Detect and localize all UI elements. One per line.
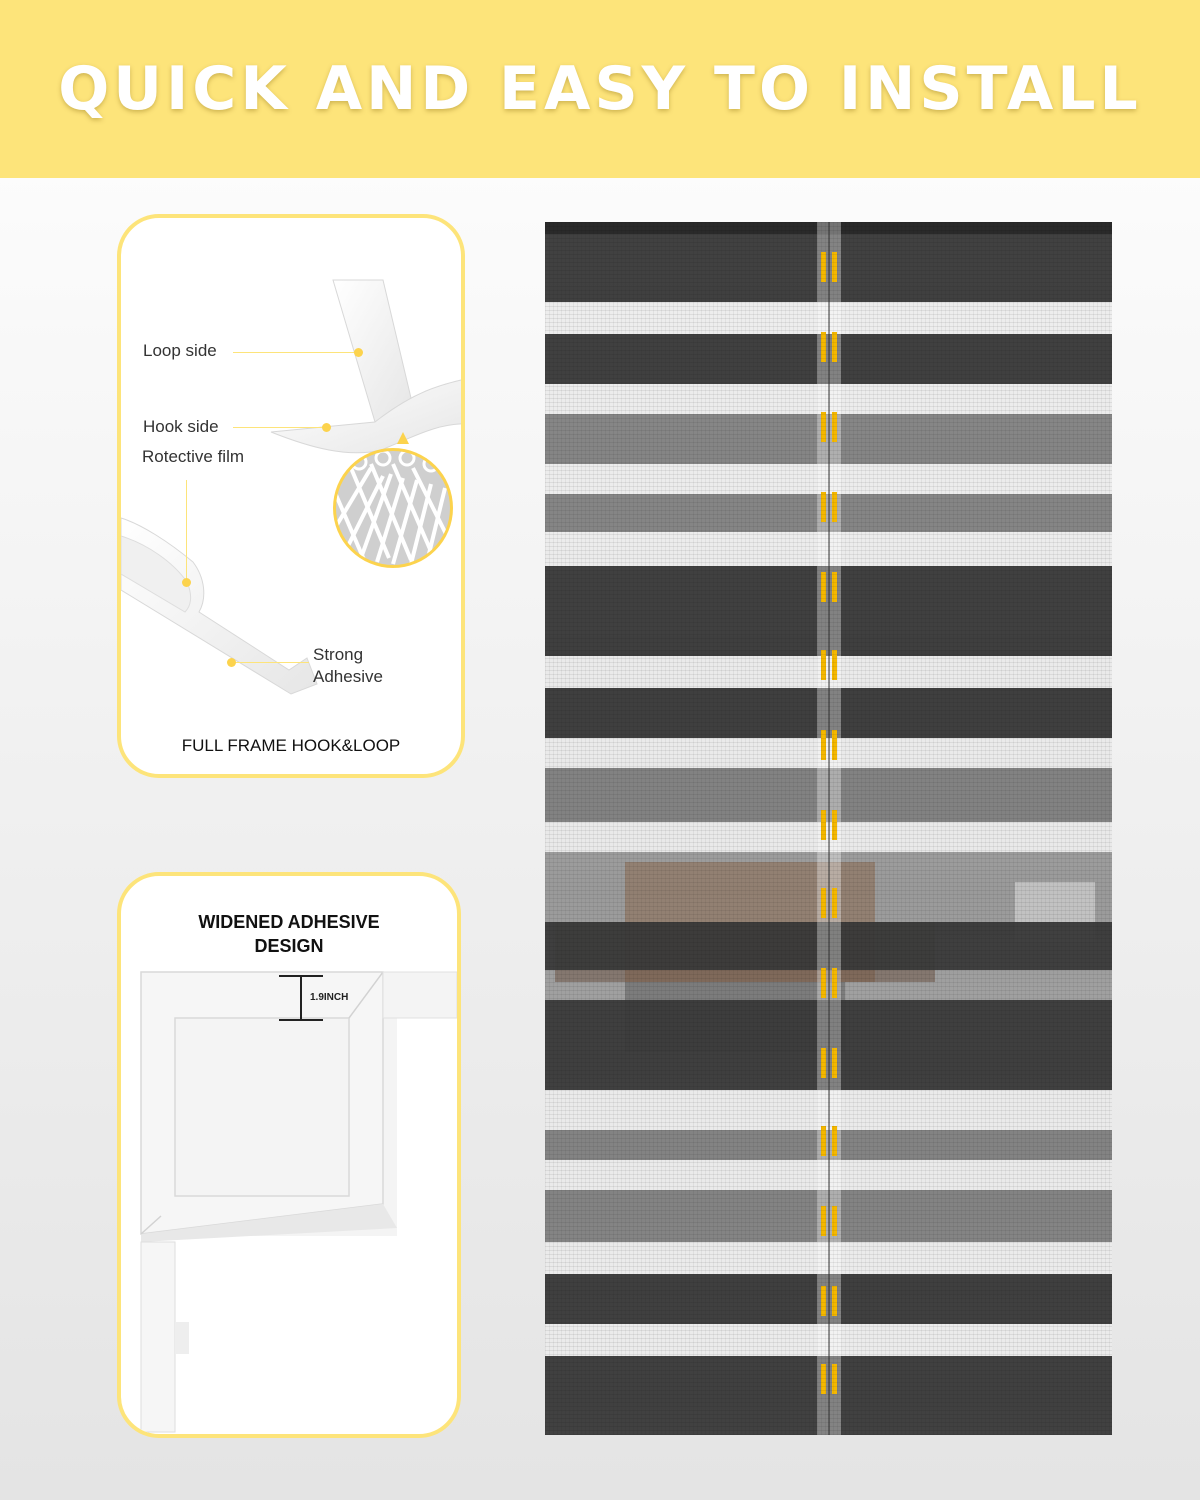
protective-film-leader	[186, 480, 187, 584]
adhesive-dot	[227, 658, 236, 667]
hook-side-dot	[322, 423, 331, 432]
strong-label: Strong	[313, 645, 364, 664]
header-banner	[0, 0, 1200, 178]
loop-side-leader	[233, 352, 357, 353]
loop-tape	[333, 280, 411, 422]
adhesive-tape	[121, 518, 317, 694]
magnetic-screen-door	[545, 222, 1112, 1435]
banner-title: QUICK AND EASY TO INSTALL	[58, 54, 1142, 124]
widened-adhesive-title: WIDENED ADHESIVE	[198, 912, 380, 932]
adhesive-leader	[231, 662, 309, 663]
magnet-column	[545, 222, 1112, 1435]
widened-adhesive-title-line2: DESIGN	[254, 936, 324, 956]
hook-loop-strip-illustration	[121, 218, 461, 774]
hook-loop-card	[117, 214, 465, 778]
loop-side-dot	[354, 348, 363, 357]
loop-side-label: Loop side	[143, 341, 217, 360]
dimension-label: 1.9INCH	[310, 992, 349, 1003]
hook-side-label: Hook side	[143, 417, 219, 436]
hook-side-leader	[233, 427, 325, 428]
adhesive-label: Adhesive	[313, 667, 383, 686]
protective-film-dot	[182, 578, 191, 587]
full-frame-caption: FULL FRAME HOOK&LOOP	[181, 736, 401, 755]
widened-adhesive-card	[117, 872, 461, 1438]
protective-film-label: Rotective film	[142, 447, 245, 466]
adhesive-frame-illustration	[121, 966, 457, 1436]
